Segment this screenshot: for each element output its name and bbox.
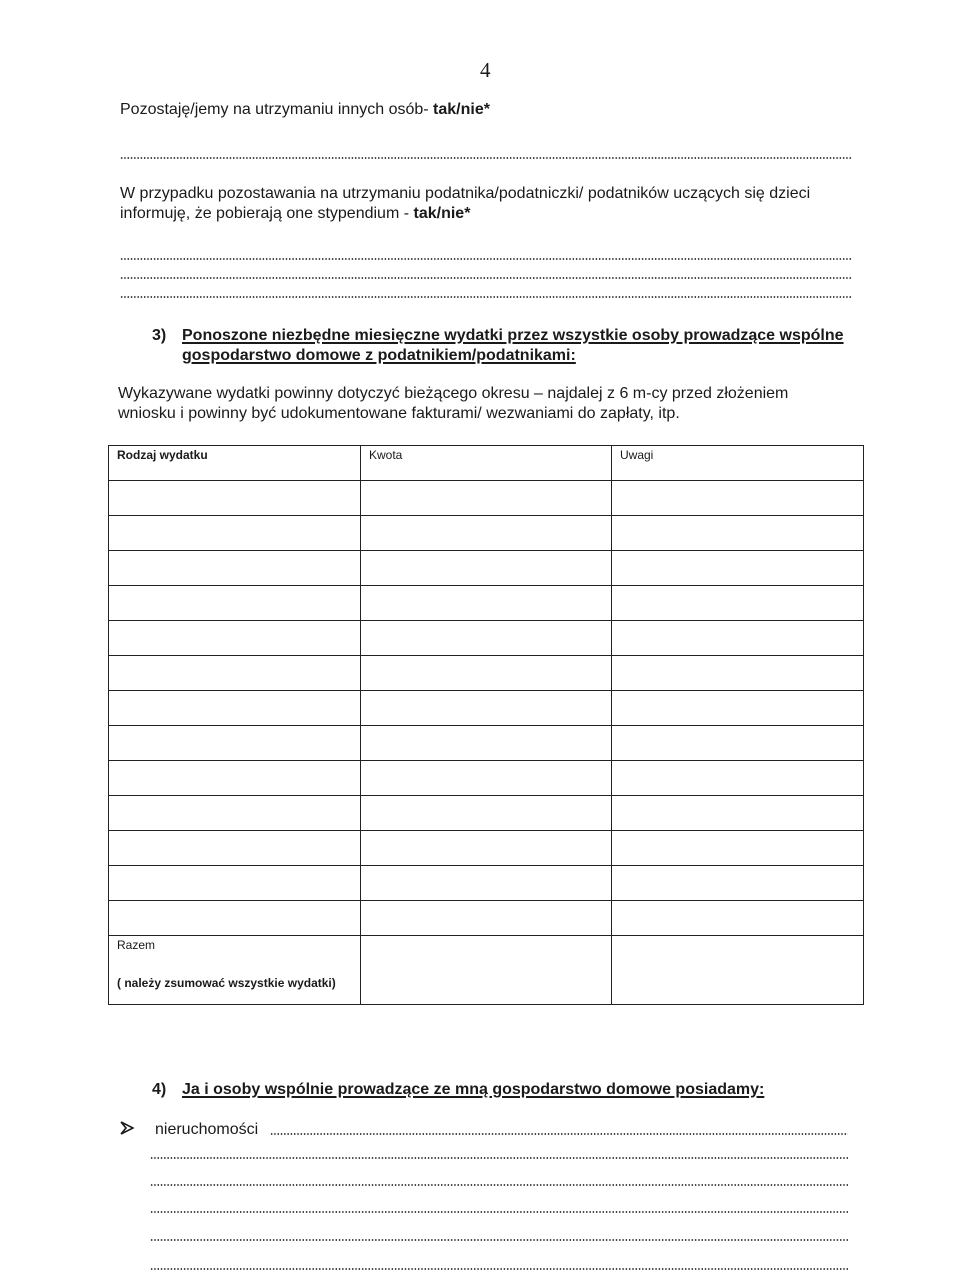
- total-note: ( należy zsumować wszystkie wydatki): [117, 976, 336, 990]
- section-4-title: [182, 1080, 764, 1100]
- expense-type-cell[interactable]: [109, 551, 361, 586]
- expense-amount-cell[interactable]: [361, 656, 612, 691]
- expense-notes-cell[interactable]: [612, 586, 864, 621]
- section-3-title: [182, 326, 862, 366]
- expense-type-cell[interactable]: [109, 796, 361, 831]
- expense-amount-cell[interactable]: [361, 621, 612, 656]
- table-total-row: [109, 936, 864, 1005]
- expense-notes-cell[interactable]: [612, 481, 864, 516]
- total-amount-cell[interactable]: [361, 936, 612, 1005]
- table-row: [109, 901, 864, 936]
- table-row: [109, 726, 864, 761]
- table-row: [109, 796, 864, 831]
- expense-amount-cell[interactable]: [361, 691, 612, 726]
- expense-notes-cell[interactable]: [612, 901, 864, 936]
- expense-notes-cell[interactable]: [612, 726, 864, 761]
- expense-notes-cell[interactable]: [612, 551, 864, 586]
- fill-line[interactable]: [120, 296, 852, 298]
- total-label-cell: [109, 936, 361, 1005]
- expense-notes-cell[interactable]: [612, 796, 864, 831]
- expense-type-cell[interactable]: [109, 761, 361, 796]
- expense-notes-cell[interactable]: [612, 516, 864, 551]
- students-line-1: W przypadku pozostawania na utrzymaniu podatnika/podatniczki/ podatników uczących się dzieci: [120, 185, 811, 202]
- support-statement-text: Pozostaję/jemy na utrzymaniu innych osób-: [120, 101, 434, 118]
- expense-notes-cell[interactable]: [612, 691, 864, 726]
- section-3-note-line-2: wniosku i powinny być udokumentowane fakturami/ wezwaniami do zapłaty, itp.: [118, 405, 680, 422]
- table-row: [109, 656, 864, 691]
- support-statement: [120, 100, 490, 120]
- table-row: [109, 866, 864, 901]
- expense-type-cell[interactable]: [109, 831, 361, 866]
- table-header-row: [109, 446, 864, 481]
- students-statement: [120, 184, 860, 224]
- table-row: [109, 831, 864, 866]
- section-3-note: [118, 384, 863, 424]
- section-4-title-text: Ja i osoby wspólnie prowadzące ze mną gospodarstwo domowe posiadamy:: [182, 1081, 765, 1098]
- expense-notes-cell[interactable]: [612, 761, 864, 796]
- fill-line[interactable]: [150, 1211, 848, 1213]
- table-row: [109, 621, 864, 656]
- fill-line[interactable]: [150, 1157, 848, 1159]
- expense-type-cell[interactable]: [109, 656, 361, 691]
- table-row: [109, 761, 864, 796]
- expense-amount-cell[interactable]: [361, 516, 612, 551]
- section-3-title-line-1: Ponoszone niezbędne miesięczne wydatki przez wszystkie osoby prowadzące wspólne: [182, 327, 844, 344]
- expense-type-cell[interactable]: [109, 866, 361, 901]
- expense-type-cell[interactable]: [109, 726, 361, 761]
- section-3-title-line-2: gospodarstwo domowe z podatnikiem/podatnikami:: [182, 347, 576, 364]
- students-line-2: informuję, że pobierają one stypendium -: [120, 205, 414, 222]
- expense-notes-cell[interactable]: [612, 621, 864, 656]
- expense-notes-cell[interactable]: [612, 866, 864, 901]
- assets-item-real-estate: nieruchomości: [155, 1121, 259, 1138]
- total-notes-cell[interactable]: [612, 936, 864, 1005]
- fill-line[interactable]: [120, 258, 852, 260]
- section-3-number: 3): [152, 327, 167, 344]
- expense-amount-cell[interactable]: [361, 831, 612, 866]
- expense-type-cell[interactable]: [109, 621, 361, 656]
- table-row: [109, 691, 864, 726]
- expense-type-cell[interactable]: [109, 901, 361, 936]
- section-4-number: 4): [152, 1081, 167, 1098]
- expense-amount-cell[interactable]: [361, 481, 612, 516]
- fill-line[interactable]: [270, 1133, 848, 1135]
- expense-type-cell[interactable]: [109, 516, 361, 551]
- header-cell-type: [109, 446, 361, 481]
- expense-amount-cell[interactable]: [361, 726, 612, 761]
- expense-type-cell[interactable]: [109, 586, 361, 621]
- expense-type-cell[interactable]: [109, 481, 361, 516]
- table-row: [109, 516, 864, 551]
- table-row: [109, 481, 864, 516]
- table-row: [109, 551, 864, 586]
- arrow-bullet-icon: [120, 1120, 134, 1142]
- arrow-bullet-glyph: [120, 1120, 134, 1136]
- header-cell-amount: [361, 446, 612, 481]
- fill-line[interactable]: [120, 277, 852, 279]
- expense-amount-cell[interactable]: [361, 901, 612, 936]
- expense-amount-cell[interactable]: [361, 761, 612, 796]
- expense-notes-cell[interactable]: [612, 656, 864, 691]
- expense-amount-cell[interactable]: [361, 866, 612, 901]
- fill-line[interactable]: [150, 1268, 848, 1270]
- section-3-note-line-1: Wykazywane wydatki powinny dotyczyć bieżącego okresu – najdalej z 6 m-cy przed złożeniem: [118, 385, 789, 402]
- fill-line[interactable]: [120, 157, 852, 159]
- header-cell-notes: [612, 446, 864, 481]
- support-answer: tak/nie*: [433, 101, 490, 118]
- students-answer: tak/nie*: [413, 205, 471, 222]
- expense-amount-cell[interactable]: [361, 796, 612, 831]
- table-row: [109, 586, 864, 621]
- expenses-table: [108, 445, 864, 1005]
- header-label-notes: Uwagi: [620, 448, 654, 462]
- expense-notes-cell[interactable]: [612, 831, 864, 866]
- expense-amount-cell[interactable]: [361, 586, 612, 621]
- expense-type-cell[interactable]: [109, 691, 361, 726]
- fill-line[interactable]: [150, 1239, 848, 1241]
- header-label-type: Rodzaj wydatku: [117, 448, 208, 462]
- expense-amount-cell[interactable]: [361, 551, 612, 586]
- header-label-amount: Kwota: [369, 448, 403, 462]
- total-label: Razem: [117, 938, 156, 952]
- page-number: 4: [480, 58, 491, 82]
- fill-line[interactable]: [150, 1184, 848, 1186]
